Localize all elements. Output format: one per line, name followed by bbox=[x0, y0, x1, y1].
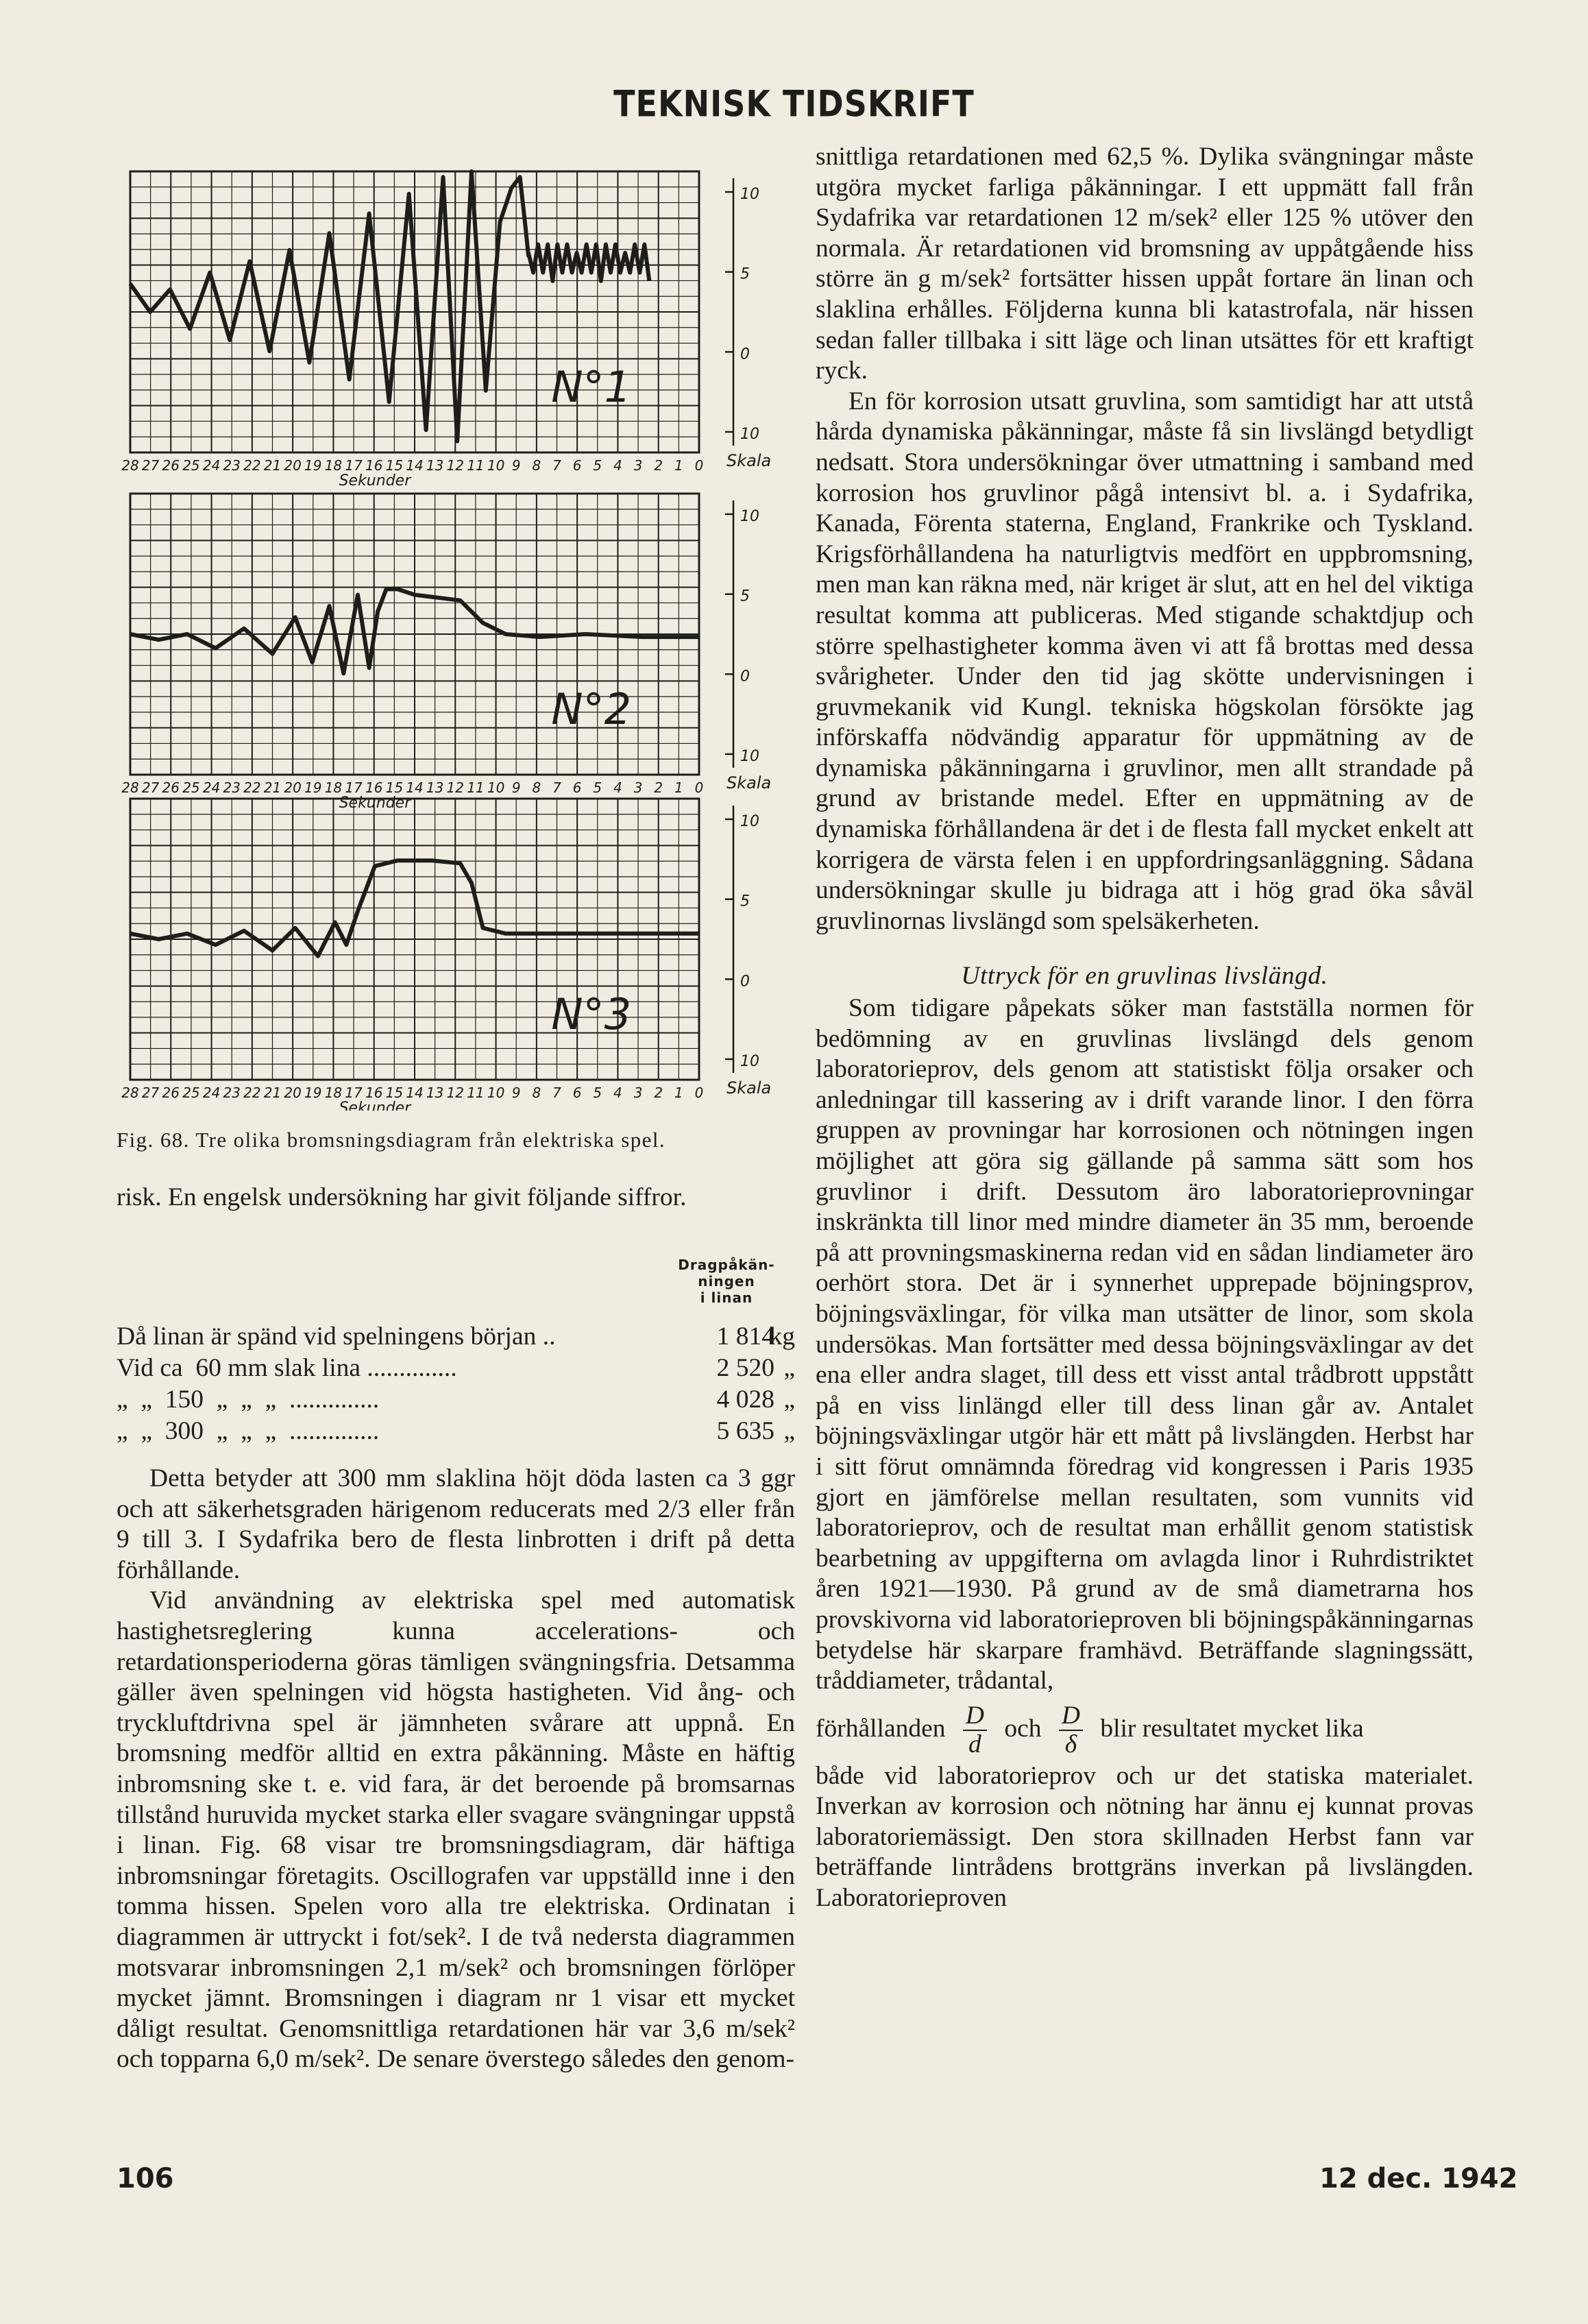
panel-label: N°1 bbox=[551, 362, 632, 413]
x-axis-unit: Sekunder bbox=[339, 472, 411, 489]
x-tick-label: 6 bbox=[572, 1085, 582, 1101]
table-row bbox=[117, 1416, 795, 1447]
scale-tick-label: 0 bbox=[740, 973, 750, 991]
x-tick-label: 17 bbox=[345, 457, 363, 474]
left-body-text bbox=[117, 1464, 795, 2075]
scale-tick-label: 10 bbox=[740, 426, 759, 443]
table-row-label: „ „ 150 „ „ „ .............. bbox=[117, 1385, 380, 1414]
table-row bbox=[117, 1353, 795, 1384]
x-axis-unit: Sekunder bbox=[339, 795, 411, 812]
x-tick-label: 13 bbox=[426, 457, 444, 474]
x-tick-label: 22 bbox=[243, 457, 261, 474]
x-tick-label: 10 bbox=[487, 779, 505, 796]
x-tick-label: 5 bbox=[593, 779, 602, 796]
right-column-text bbox=[816, 142, 1474, 1914]
x-tick-label: 14 bbox=[406, 779, 424, 796]
x-tick-label: 0 bbox=[694, 1085, 704, 1101]
scale-tick-label: 5 bbox=[740, 893, 750, 910]
x-tick-label: 8 bbox=[532, 457, 541, 474]
scale-tick-label: 0 bbox=[740, 668, 750, 686]
table-row-unit: „ bbox=[783, 1417, 795, 1445]
x-tick-label: 6 bbox=[572, 779, 582, 796]
fraction-denominator: δ bbox=[1064, 1730, 1077, 1759]
x-tick-label: 18 bbox=[324, 779, 343, 796]
x-tick-label: 0 bbox=[694, 457, 704, 474]
scale-tick-label: 10 bbox=[740, 508, 759, 525]
x-tick-label: 3 bbox=[633, 779, 643, 796]
x-tick-label: 7 bbox=[552, 1085, 561, 1101]
table-row-unit: „ bbox=[783, 1385, 795, 1414]
x-axis-unit: Sekunder bbox=[339, 1100, 411, 1111]
x-tick-label: 23 bbox=[223, 779, 241, 796]
paragraph: Som tidigare påpekats söker man fastställa normen för bedömning av en gruvlinas livslängd dels genom laboratorieprov, dels genom att statistiskt följa orsaker och anledningar till kassering av i drift varande linor. I den förra gruppen av provningar har korrosionen och nötningen ingen möjlighet att göra sig gällande på samma sätt som hos gruvlinor i drift. Dessutom äro laboratorieprovningar inskränkta till linor med mindre diameter än 35 mm, beroende på att provningsmaskinerna redan vid en sådan lindiameter äro oerhört stora. Det är i synnerhet upprepade böjningsprov, böjningsväxlingar, för vilka man utsätter de linor, som skola undersökas. Man fortsätter med dessa böjningsväxlingar av det ena eller andra slaget, till dess ett visst antal trådbrott uppstått på en viss linlängd eller till dess linan går av. Antalet böjningsväxlingar utgör här ett mått på livslängden. Herbst har i sitt förut omnämnda föredrag vid kongressen i Paris 1935 gjort en jämförelse mellan resultaten, som vunnits vid laboratorieprov, och de resultat man erhållit genom statistisk bearbetning av uppgifterna om avlagda linor i Ruhrdistriktet åren 1921—1930. På grund av de små diametrarna hos provskivorna vid laboratorieproven bli böjningspåkänningarnas betydelse här skarpare framhävd. Beträffande slagningssätt, tråddiameter, trådantal, bbox=[816, 994, 1474, 1695]
x-tick-label: 19 bbox=[304, 457, 322, 474]
x-tick-label: 6 bbox=[572, 457, 582, 474]
x-tick-label: 24 bbox=[202, 779, 221, 796]
fraction-mid-text: och bbox=[1004, 1714, 1042, 1743]
table-row-label: Då linan är spänd vid spelningens början .. bbox=[117, 1322, 556, 1351]
left-intro bbox=[117, 1183, 795, 1213]
scale-tick-label: 10 bbox=[740, 748, 759, 765]
x-tick-label: 12 bbox=[446, 1085, 465, 1101]
x-tick-label: 26 bbox=[162, 779, 180, 796]
x-tick-label: 27 bbox=[141, 457, 160, 474]
x-tick-label: 27 bbox=[141, 779, 160, 796]
x-tick-label: 9 bbox=[511, 1085, 521, 1101]
table-row-label: „ „ 300 „ „ „ .............. bbox=[117, 1417, 380, 1445]
journal-title: TEKNISK TIDSKRIFT bbox=[613, 82, 975, 125]
x-tick-label: 15 bbox=[385, 1085, 404, 1101]
x-tick-label: 4 bbox=[613, 457, 622, 474]
x-tick-label: 4 bbox=[613, 1085, 622, 1101]
x-tick-label: 27 bbox=[141, 1085, 160, 1101]
x-tick-label: 11 bbox=[467, 1085, 485, 1101]
section-heading: Uttryck för en gruvlinas livslängd. bbox=[961, 962, 1328, 991]
scale-tick-label: 0 bbox=[740, 346, 750, 363]
panel-label: N°2 bbox=[551, 684, 632, 735]
x-tick-label: 10 bbox=[487, 457, 505, 474]
x-tick-label: 12 bbox=[446, 779, 465, 796]
x-tick-label: 18 bbox=[324, 457, 343, 474]
x-tick-label: 19 bbox=[304, 1085, 322, 1101]
x-tick-label: 15 bbox=[385, 457, 404, 474]
x-tick-label: 1 bbox=[674, 779, 683, 796]
x-tick-label: 16 bbox=[365, 1085, 383, 1101]
paragraph: En för korrosion utsatt gruvlina, som samtidigt har att utstå hårda dynamiska påkänningar, måste få sin livslängd betydligt nedsatt. Stora undersökningar över utmattning i samband med korrosion hos gruvlinor pågå intensivt bl. a. i Sydafrika, Kanada, Förenta staterna, England, Frankrike och Tyskland. Krigsförhållandena ha naturligtvis medfört en uppbromsning, men man kan räkna med, när kriget är slut, att en hel del viktiga resultat komma att publiceras. Med stigande schaktdjup och större spelhastigheter komma även vi att få brottas med dessa svårigheter. Under den tid jag skötte undervisningen i gruvmekanik vid Kungl. tekniska högskolan försökte jag införskaffa nödvändig apparatur för uppmätning av de dynamiska påkänningarna i gruvlinor, men allt strandade på grund av bristande medel. Efter en uppmätning av de dynamiska förhållandena är det i de flesta fall mycket enkelt att korrigera de värsta felen i en uppfordringsanläggning. Sådana undersökningar skulle ju bidraga att i hög grad öka såväl gruvlinornas livslängd som spelsäkerheten. bbox=[816, 387, 1474, 935]
x-tick-label: 13 bbox=[426, 779, 444, 796]
scale-label: Skala bbox=[726, 1078, 772, 1098]
x-tick-label: 7 bbox=[552, 457, 561, 474]
fraction-numerator: D bbox=[963, 1702, 987, 1731]
scale-tick-label: 10 bbox=[740, 186, 759, 203]
x-tick-label: 22 bbox=[243, 1085, 261, 1101]
fraction-numerator: D bbox=[1059, 1702, 1083, 1731]
table-row-unit: kg bbox=[769, 1322, 795, 1351]
paragraph: Detta betyder att 300 mm slaklina höjt döda lasten ca 3 ggr och att säkerhetsgraden härigenom reducerats med 2/3 eller från 9 till 3. I Sydafrika bero de flesta linbrotten i drift på detta förhållande. bbox=[117, 1464, 795, 1584]
x-tick-label: 20 bbox=[284, 779, 302, 796]
x-tick-label: 18 bbox=[324, 1085, 343, 1101]
x-tick-label: 26 bbox=[162, 457, 180, 474]
table-row-value: 1 814 bbox=[716, 1322, 774, 1351]
x-tick-label: 22 bbox=[243, 779, 261, 796]
x-tick-label: 7 bbox=[552, 779, 561, 796]
table-row-label: Vid ca 60 mm slak lina .............. bbox=[117, 1354, 457, 1382]
x-tick-label: 25 bbox=[182, 779, 200, 796]
x-tick-label: 13 bbox=[426, 1085, 444, 1101]
x-tick-label: 14 bbox=[406, 457, 424, 474]
figure-68 bbox=[117, 158, 788, 1111]
x-tick-label: 0 bbox=[694, 779, 704, 796]
x-tick-label: 12 bbox=[446, 457, 465, 474]
table-row-value: 2 520 bbox=[716, 1354, 774, 1382]
table-row bbox=[117, 1321, 795, 1353]
paragraph: snittliga retardationen med 62,5 %. Dylika svängningar måste utgöra mycket farliga påkänningar. I ett uppmätt fall från Sydafrika var retardationen 12 m/sek² eller 125 % utöver den normala. Är retardationen vid bromsning av uppåtgående hiss större än g m/sek² fortsätter hissen uppåt fortare än linan och slaklina erhålles. Följderna kunna bli katastrofala, när hissen sedan faller tillbaka i sitt läge och linan utsättes för ett kraftigt ryck. bbox=[816, 143, 1474, 385]
x-tick-label: 20 bbox=[284, 457, 302, 474]
x-tick-label: 21 bbox=[263, 779, 282, 796]
x-tick-label: 11 bbox=[467, 779, 485, 796]
x-tick-label: 9 bbox=[511, 779, 521, 796]
x-tick-label: 4 bbox=[613, 779, 622, 796]
x-tick-label: 11 bbox=[467, 457, 485, 474]
x-tick-label: 16 bbox=[365, 779, 383, 796]
fraction-d-over-delta bbox=[1059, 1702, 1083, 1758]
scale-tick-label: 10 bbox=[740, 813, 759, 830]
page-number: 106 bbox=[117, 2163, 174, 2194]
fraction-post-text: blir resultatet mycket lika bbox=[1100, 1714, 1364, 1743]
table-row-value: 5 635 bbox=[716, 1417, 774, 1445]
x-tick-label: 17 bbox=[345, 779, 363, 796]
scale-label: Skala bbox=[726, 451, 772, 470]
table-header-line: i linan bbox=[700, 1290, 753, 1306]
fraction-line bbox=[816, 1698, 1474, 1760]
x-tick-label: 8 bbox=[532, 779, 541, 796]
fraction-pre-text: förhållanden bbox=[816, 1714, 946, 1743]
x-tick-label: 8 bbox=[532, 1085, 541, 1101]
figure-caption: Fig. 68. Tre olika bromsningsdiagram från elektriska spel. bbox=[117, 1128, 665, 1152]
x-tick-label: 20 bbox=[284, 1085, 302, 1101]
oscillograph-diagrams bbox=[117, 158, 788, 1111]
x-tick-label: 2 bbox=[654, 457, 663, 474]
table-header-line: Dragpåkän- bbox=[678, 1257, 775, 1273]
x-tick-label: 1 bbox=[674, 457, 683, 474]
scale-label: Skala bbox=[726, 773, 772, 792]
x-tick-label: 3 bbox=[633, 1085, 643, 1101]
table-row bbox=[117, 1384, 795, 1416]
x-tick-label: 5 bbox=[593, 457, 602, 474]
x-tick-label: 19 bbox=[304, 779, 322, 796]
paragraph: både vid laboratorieprov och ur det statiska materialet. Inverkan av korrosion och nötning har ännu ej kunnat provas laboratoriemässigt. Den stora skillnaden Herbst fann var beträffande lintrådens brottgräns inverkan på livslängden. Laboratorieproven bbox=[816, 1761, 1474, 1913]
x-tick-label: 23 bbox=[223, 1085, 241, 1101]
scale-tick-label: 5 bbox=[740, 588, 750, 605]
intro-paragraph: risk. En engelsk undersökning har givit följande siffror. bbox=[117, 1183, 687, 1211]
x-tick-label: 25 bbox=[182, 1085, 200, 1101]
table-row-unit: „ bbox=[783, 1354, 795, 1382]
x-tick-label: 3 bbox=[633, 457, 643, 474]
table-row-value: 4 028 bbox=[716, 1385, 774, 1414]
x-tick-label: 10 bbox=[487, 1085, 505, 1101]
x-tick-label: 15 bbox=[385, 779, 404, 796]
table-header-line: ningen bbox=[698, 1273, 755, 1290]
scale-tick-label: 5 bbox=[740, 265, 750, 283]
x-tick-label: 25 bbox=[182, 457, 200, 474]
fraction-denominator: d bbox=[968, 1730, 981, 1759]
x-tick-label: 21 bbox=[263, 1085, 282, 1101]
fraction-d-over-d bbox=[963, 1702, 987, 1758]
panel-label: N°3 bbox=[551, 989, 632, 1040]
x-tick-label: 23 bbox=[223, 457, 241, 474]
x-tick-label: 1 bbox=[674, 1085, 683, 1101]
x-tick-label: 24 bbox=[202, 1085, 221, 1101]
x-tick-label: 5 bbox=[593, 1085, 602, 1101]
issue-date: 12 dec. 1942 bbox=[1319, 2163, 1518, 2194]
x-tick-label: 14 bbox=[406, 1085, 424, 1101]
paragraph: Vid användning av elektriska spel med automatisk hastighetsreglering kunna accelerations- och retardationsperioderna göras tämligen svängningsfria. Detsamma gäller även spelningen vid högsta hastigheten. Vid ång- och tryckluftdrivna spel är jämnheten svårare att uppnå. En bromsning medför alltid en extra påkänning. Måste en häftig inbromsning ske t. e. vid fara, är det beroende på bromsarnas tillstånd huruvida mycket starka eller svagare svängningar uppstå i linan. Fig. 68 visar tre bromsningsdiagram, där häftiga inbromsningar företagits. Oscillografen var uppställd inne i den tomma hissen. Spelen voro alla tre elektriska. Ordinatan i diagrammen är uttryckt i fot/sek². I de två nedersta diagrammen motsvarar inbromsningen 2,1 m/sek² och bromsningen förlöper mycket jämnt. Bromsningen i diagram nr 1 visar ett mycket dåligt resultat. Genomsnittliga retardationen här var 3,6 m/sek² och topparna 6,0 m/sek². De senare överstego således den genom- bbox=[117, 1586, 795, 2074]
x-tick-label: 2 bbox=[654, 1085, 663, 1101]
x-tick-label: 21 bbox=[263, 457, 282, 474]
scale-tick-label: 10 bbox=[740, 1053, 759, 1070]
x-tick-label: 28 bbox=[121, 457, 139, 474]
table-column-header bbox=[675, 1257, 778, 1306]
x-tick-label: 26 bbox=[162, 1085, 180, 1101]
x-tick-label: 24 bbox=[202, 457, 221, 474]
x-tick-label: 2 bbox=[654, 779, 663, 796]
x-tick-label: 28 bbox=[121, 1085, 139, 1101]
x-tick-label: 28 bbox=[121, 779, 139, 796]
x-tick-label: 9 bbox=[511, 457, 521, 474]
x-tick-label: 16 bbox=[365, 457, 383, 474]
x-tick-label: 17 bbox=[345, 1085, 363, 1101]
